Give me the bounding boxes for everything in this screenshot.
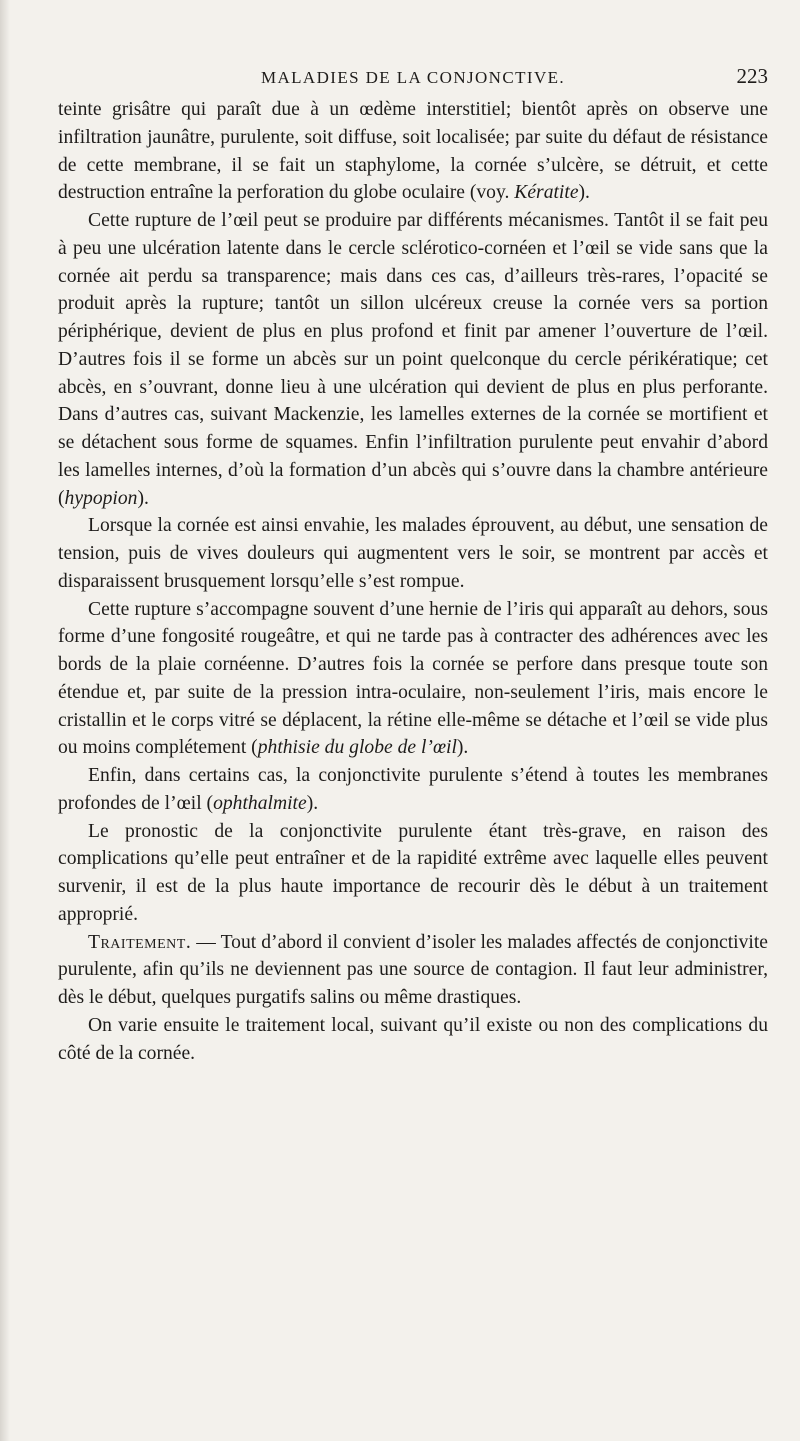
paragraph-1 [58, 96, 768, 207]
paragraph-5-italic: ophthalmite [213, 792, 307, 814]
paragraph-7 [58, 929, 768, 1012]
paragraph-3 [58, 512, 768, 595]
paragraph-4-tail: ). [456, 737, 469, 759]
page-header [58, 64, 768, 92]
paragraph-5-text: Enfin, dans certains cas, la conjonctivite purulente s’étend à toutes les membranes profondes de l’œil ( [58, 765, 768, 814]
paragraph-1-tail: ). [578, 182, 590, 204]
page-number: 223 [736, 64, 768, 88]
paragraph-3-text: Lorsque la cornée est ainsi envahie, les malades éprouvent, au début, une sensation de tension, puis de vives douleurs qui augmentent vers le soir, se montrent par accès et disparaissent brusquement lorsqu’elle s’est rompue. [58, 515, 768, 592]
running-title: MALADIES DE LA CONJONCTIVE. [260, 68, 566, 87]
paragraph-6 [58, 818, 768, 929]
paragraph-1-italic: Kératite [514, 182, 579, 204]
paragraph-2-text: Cette rupture de l’œil peut se produire par différents mécanismes. Tantôt il se fait peu à peu une ulcération latente dans le cercle sclérotico-cornéen et l’œil se vide sans que la cornée ait perdu sa transparence; mais dans ces cas, d’ailleurs très-rares, l’opacité se produit après la rupture; tantôt un sillon ulcéreux creuse la cornée vers sa portion périphérique, devient de plus en plus profond et finit par amener l’ouverture de l’œil. D’autres fois il se forme un abcès sur un point quelconque du cercle périkératique; cet abcès, en s’ouvrant, donne lieu à une ulcération qui devient de plus en plus perforante. Dans d’autres cas, suivant Mackenzie, les lamelles externes de la cornée se mortifient et se détachent sous forme de squames. Enfin l’infiltration purulente peut envahir d’abord les lamelles internes, d’où la formation d’un abcès qui s’ouvre dans la chambre antérieure ( [58, 210, 768, 509]
paragraph-4-text: Cette rupture s’accompagne souvent d’une hernie de l’iris qui apparaît au dehors, sous forme d’une fongosité rougeâtre, et qui ne tarde pas à contracter des adhérences avec les bords de la plaie cornéenne. D’autres fois la cornée se perfore dans presque toute son étendue et, par suite de la pression intra-oculaire, non-seulement l’iris, mais encore le cristallin et le corps vitré se déplacent, la rétine elle-même se détache et l’œil se vide plus ou moins complétement ( [58, 598, 768, 759]
paragraph-8-text: On varie ensuite le traitement local, suivant qu’il existe ou non des complications du côté de la cornée. [58, 1014, 768, 1064]
paragraph-6-text: Le pronostic de la conjonctivite purulente étant très-grave, en raison des complications qu’elle peut entraîner et de la rapidité extrême avec laquelle elles peuvent survenir, il est de la plus haute importance de recourir dès le début à un traitement approprié. [58, 820, 768, 925]
body-text [58, 96, 768, 1067]
paragraph-7-text: — Tout d’abord il convient d’isoler les malades affectés de conjonctivite purulente, afin qu’ils ne deviennent pas une source de contagion. Il faut leur administrer, dès le début, quelques purgatifs salins ou même drastiques. [58, 931, 768, 1008]
section-label-traitement: Traitement. [88, 931, 192, 953]
paragraph-5-tail: ). [306, 792, 319, 814]
paragraph-1-text: teinte grisâtre qui paraît due à un œdème interstitiel; bientôt après on observe une infiltration jaunâtre, purulente, soit diffuse, soit localisée; par suite du défaut de résistance de cette membrane, il se fait un staphylome, la cornée s’ulcère, se détruit, et cette destruction entraîne la perforation du globe oculaire (voy. [58, 99, 768, 204]
paragraph-2-italic: hypopion [64, 487, 138, 509]
paragraph-5 [58, 762, 768, 818]
paragraph-4 [58, 596, 768, 763]
paragraph-2 [58, 207, 768, 512]
paragraph-4-italic: phthisie du globe de l’œil [257, 737, 457, 759]
paragraph-2-tail: ). [137, 487, 149, 509]
paragraph-8 [58, 1012, 768, 1068]
page-edge-shadow [0, 0, 10, 1441]
